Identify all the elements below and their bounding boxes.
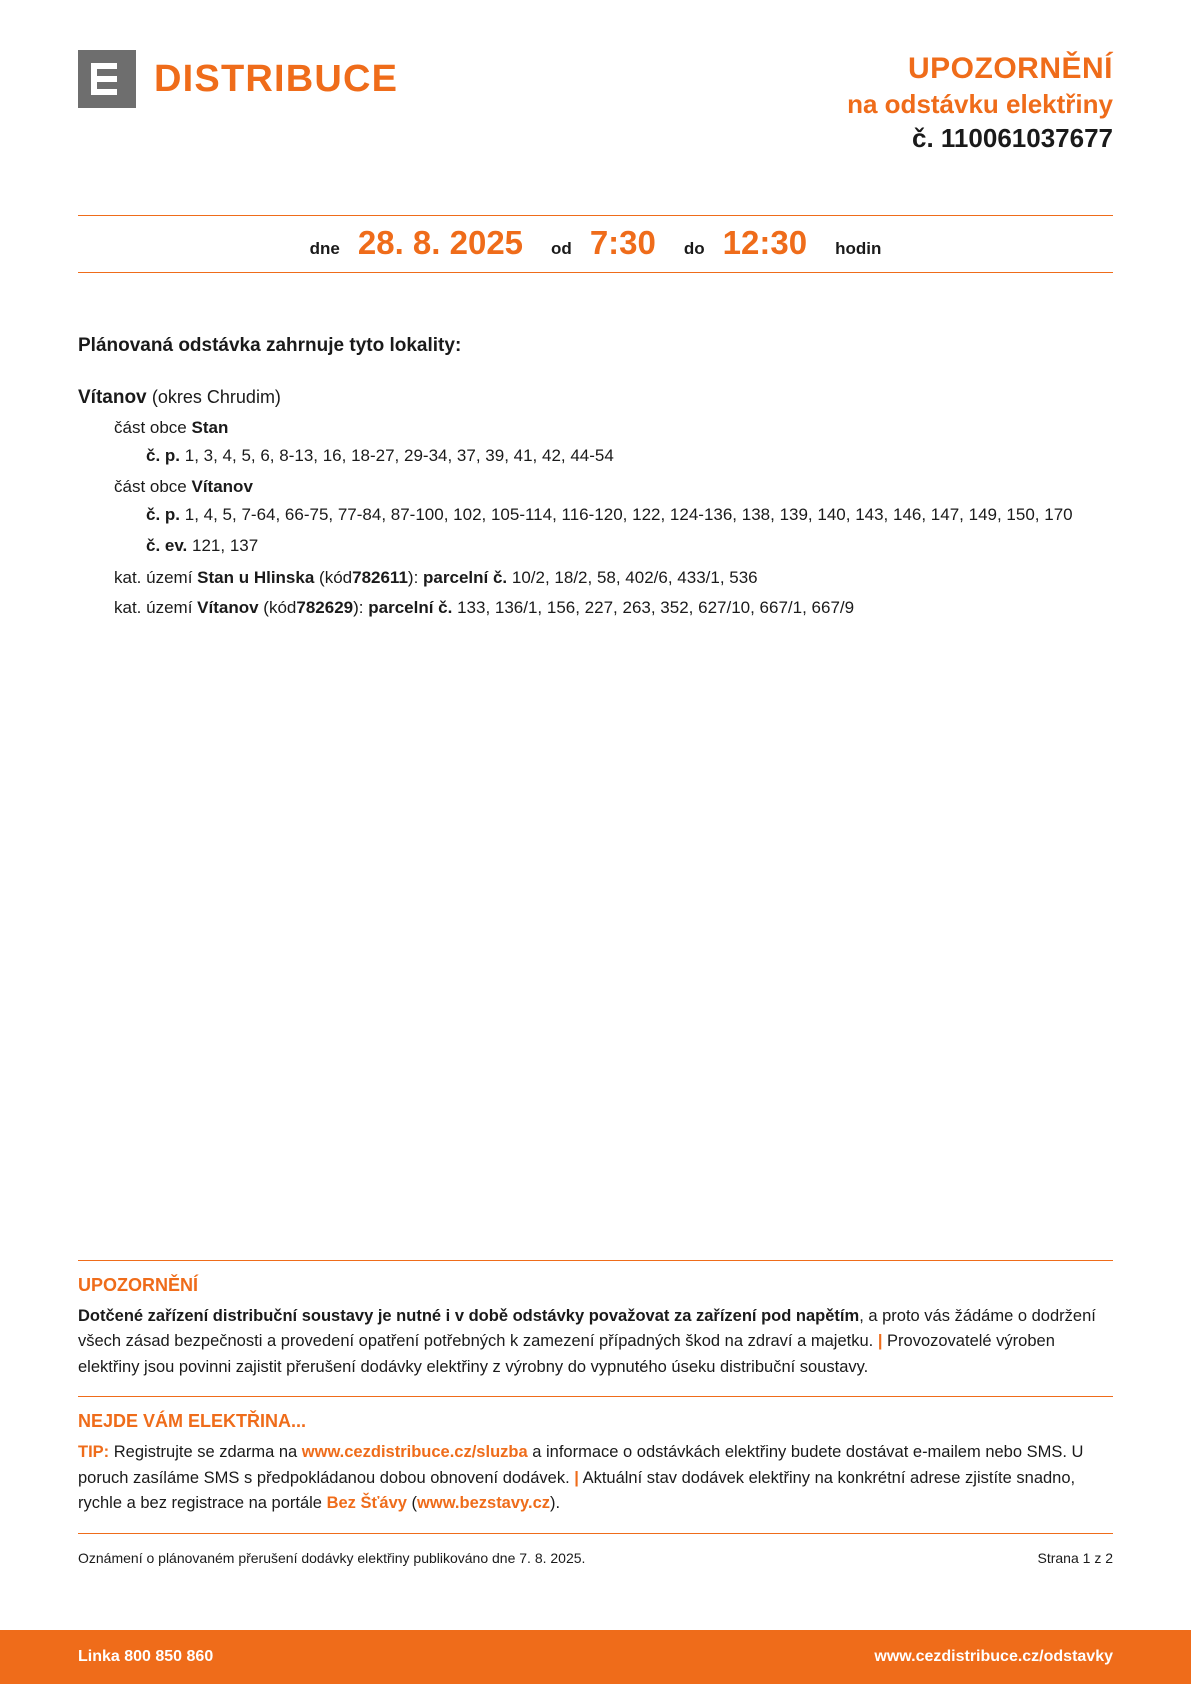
tip-separator: | (574, 1468, 579, 1487)
entry-prefix-1-0: č. p. (146, 505, 181, 525)
tip-label: TIP: (78, 1443, 110, 1462)
cez-e-logo-icon (78, 50, 136, 108)
warning-rest-text: , a proto vás žádáme o dodržení všech zásad bezpečnosti a provedení opatření potřebných k zamezení případných škod na zdraví a majetku. (78, 1306, 1096, 1351)
warning-body (78, 1304, 1113, 1381)
footer-phone: Linka 800 850 860 (78, 1648, 214, 1665)
entry-values-1-0: 1, 4, 5, 7-64, 66-75, 77-84, 87-100, 102, 105-114, 116-120, 122, 124-136, 138, 139, 140, 143, 146, 147, 149, 150, 170 (184, 505, 1073, 525)
footer-web-link[interactable]: www.cezdistribuce.cz/odstavky (874, 1648, 1113, 1665)
section-title: Plánovaná odstávka zahrnuje tyto lokality: (78, 334, 462, 356)
document-number: č. 110061037677 (912, 123, 1113, 153)
municipality-line (78, 387, 1113, 409)
cadastral-parcel-label-0: parcelní č. (423, 568, 508, 588)
part-prefix-0: část obce (114, 417, 187, 437)
tip-notice (78, 1397, 1113, 1533)
document-header (78, 0, 1113, 155)
cadastral-code-close-1: ): (353, 598, 364, 618)
bezstavy-portal-name: Bez Šťávy (326, 1494, 407, 1513)
part-name-0: Stan (191, 417, 229, 437)
to-label: do (683, 238, 705, 258)
date-label: dne (309, 238, 340, 258)
cadastral-code-label-0: (kód (319, 568, 353, 588)
hours-label: hodin (835, 238, 882, 258)
part-label-0 (114, 418, 1113, 438)
page-number: Strana 1 z 2 (1037, 1550, 1113, 1566)
outage-time-to: 12:30 (722, 223, 808, 261)
cadastral-prefix-1: kat. území (114, 598, 193, 618)
brand-block (78, 50, 398, 108)
warning-heading: UPOZORNĚNÍ (78, 1274, 199, 1295)
cadastral-parcels-0: 10/2, 18/2, 58, 402/6, 433/1, 536 (511, 568, 758, 588)
cadastral-prefix-0: kat. území (114, 568, 193, 588)
paren-close: ). (550, 1494, 561, 1513)
part-entry-0-0 (146, 444, 1086, 469)
from-label: od (551, 238, 572, 258)
footer-bar (0, 1630, 1191, 1684)
tip-body (78, 1440, 1113, 1517)
document-title: UPOZORNĚNÍ (907, 52, 1113, 85)
warning-notice (78, 1261, 1113, 1397)
paren-open: ( (411, 1494, 418, 1513)
entry-prefix-0-0: č. p. (146, 445, 181, 465)
tip-text-1: Registrujte se zdarma na (113, 1443, 298, 1462)
part-entry-1-0 (146, 503, 1086, 528)
outage-date: 28. 8. 2025 (357, 223, 524, 261)
cadastral-code-0: 782611 (352, 568, 408, 588)
tip-text-2: a informace o odstávkách elektřiny budete dostávat e-mailem nebo SMS. U poruch zasíláme SMS s předpokládanou dobou obnovení dodávek. (78, 1443, 1084, 1487)
warning-second-text: Provozovatelé výroben elektřiny jsou povinni zajistit přerušení dodávky elektřiny z výrobny do vypnutého úseku distribuční soustavy. (78, 1332, 1055, 1376)
entry-values-1-1: 121, 137 (192, 535, 259, 555)
cadastral-name-0: Stan u Hlinska (197, 568, 315, 588)
document-meta-row (78, 1534, 1113, 1566)
cadastral-line-0 (114, 568, 1113, 588)
part-label-1 (114, 477, 1113, 497)
entry-values-0-0: 1, 3, 4, 5, 6, 8-13, 16, 18-27, 29-34, 37, 39, 41, 42, 44-54 (184, 445, 614, 465)
cadastral-code-label-1: (kód (263, 598, 297, 618)
brand-name: DISTRIBUCE (154, 57, 399, 100)
document-title-block (847, 50, 1113, 155)
outage-datetime-bar (78, 215, 1113, 273)
cadastral-parcel-label-1: parcelní č. (368, 598, 453, 618)
part-entry-1-1 (146, 534, 1086, 559)
publication-note: Oznámení o plánovaném přerušení dodávky elektřiny publikováno dne 7. 8. 2025. (78, 1550, 586, 1566)
part-prefix-1: část obce (114, 477, 187, 497)
part-name-1: Vítanov (191, 477, 253, 497)
cadastral-name-1: Vítanov (197, 598, 259, 618)
tip-text-3: Aktuální stav dodávek elektřiny na konkrétní adrese zjistíte snadno, rychle a bez registrace na portále (78, 1468, 1076, 1513)
cadastral-parcels-1: 133, 136/1, 156, 227, 263, 352, 627/10, 667/1, 667/9 (457, 598, 855, 618)
document-subtitle: na odstávku elektřiny (847, 88, 1113, 119)
municipality-name: Vítanov (78, 386, 147, 408)
cadastral-line-1 (114, 598, 1113, 618)
bezstavy-link[interactable]: www.bezstavy.cz (417, 1494, 550, 1513)
tip-heading: NEJDE VÁM ELEKTŘINA... (78, 1411, 307, 1432)
cadastral-code-1: 782629 (296, 598, 354, 618)
warning-bold-text: Dotčené zařízení distribuční soustavy je nutné i v době odstávky považovat za zařízení pod napětím (78, 1306, 860, 1325)
notices-section (78, 1260, 1113, 1566)
cezdistribuce-sluzba-link[interactable]: www.cezdistribuce.cz/sluzba (301, 1443, 528, 1462)
cadastral-code-close-0: ): (407, 568, 419, 588)
entry-prefix-1-1: č. ev. (146, 535, 188, 555)
district-name: (okres Chrudim) (151, 386, 281, 407)
warning-separator: | (877, 1332, 883, 1351)
outage-time-from: 7:30 (589, 223, 656, 261)
